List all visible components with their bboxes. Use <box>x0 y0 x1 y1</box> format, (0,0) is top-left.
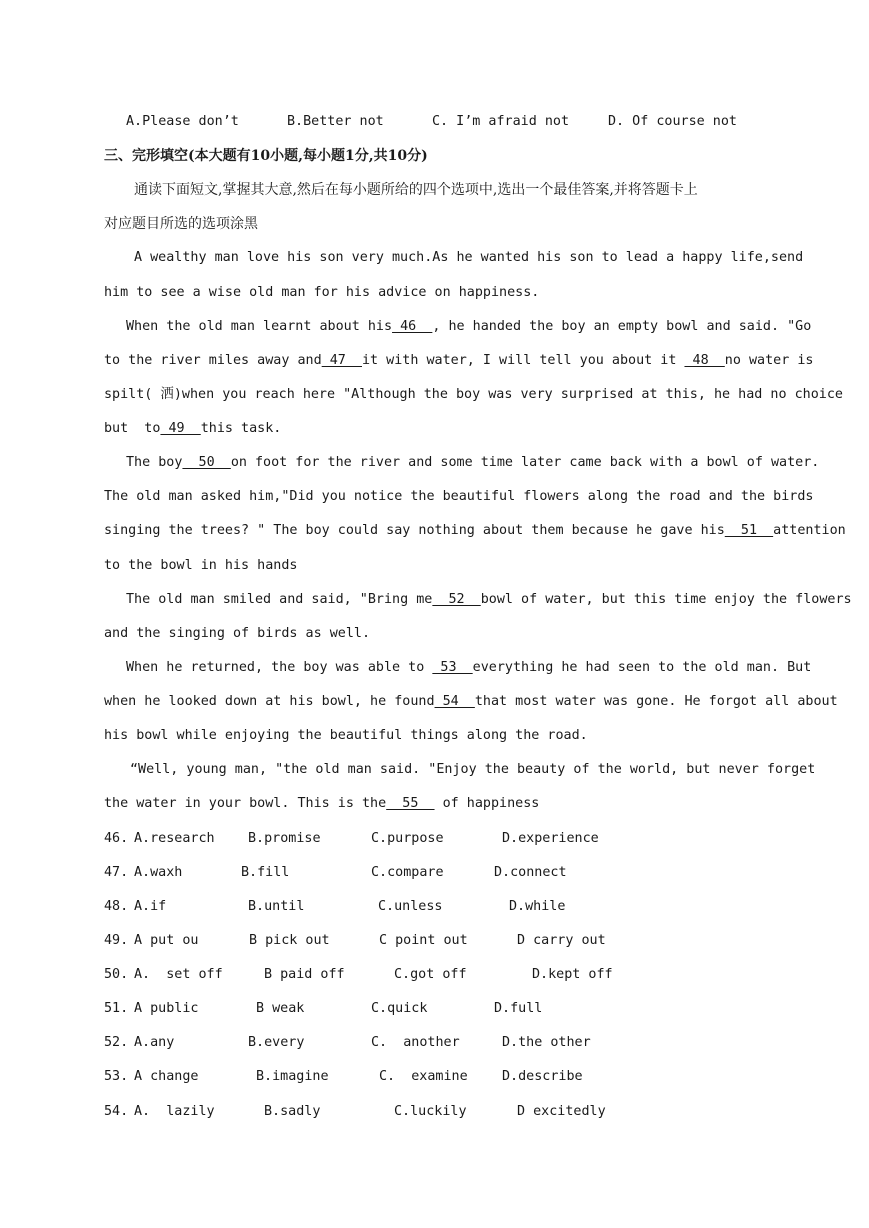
passage-p5-line-2: when he looked down at his bowl, he found 54 that most water was gone. He forgot all about <box>104 694 838 709</box>
option-a: A change <box>134 1069 199 1084</box>
option-d: D.experience <box>502 831 599 846</box>
blank-54: 54 <box>434 694 475 709</box>
question-number: 51. <box>104 1001 129 1016</box>
passage-p2-line-1: When the old man learnt about his 46 , he handed the boy an empty bowl and said. "Go <box>126 319 812 334</box>
section-title: 三、完形填空(本大题有10小题,每小题1分,共10分) <box>104 148 428 164</box>
option-d: D.full <box>494 1001 543 1016</box>
passage-p3-line-3: singing the trees? " The boy could say nothing about them because he gave his 51 attention <box>104 523 846 538</box>
option-b: B weak <box>256 1001 305 1016</box>
option-c: C.luckily <box>394 1104 467 1119</box>
prev-option-c: C. I’m afraid not <box>432 114 570 129</box>
option-d: D.connect <box>494 865 567 880</box>
option-b: B.fill <box>241 865 290 880</box>
passage-p5-line-3: his bowl while enjoying the beautiful things along the road. <box>104 728 588 743</box>
option-b: B.until <box>248 899 305 914</box>
option-d: D excitedly <box>517 1104 606 1119</box>
passage-p4-line-2: and the singing of birds as well. <box>104 626 371 641</box>
question-number: 50. <box>104 967 129 982</box>
passage-p1-line-1: A wealthy man love his son very much.As he wanted his son to lead a happy life,send <box>134 250 804 265</box>
option-b: B paid off <box>264 967 345 982</box>
option-b: B.imagine <box>256 1069 329 1084</box>
option-c: C.purpose <box>371 831 444 846</box>
blank-49: 49 <box>160 421 201 436</box>
option-d: D carry out <box>517 933 606 948</box>
prev-option-d: D. Of course not <box>608 114 737 129</box>
option-c: C.got off <box>394 967 467 982</box>
option-a: A. set off <box>134 967 223 982</box>
passage-p6-line-2: the water in your bowl. This is the 55 of happiness <box>104 796 540 811</box>
option-d: D.the other <box>502 1035 591 1050</box>
question-number: 49. <box>104 933 129 948</box>
option-a: A.waxh <box>134 865 183 880</box>
prev-option-b: B.Better not <box>287 114 384 129</box>
option-a: A.if <box>134 899 167 914</box>
option-c: C. another <box>371 1035 460 1050</box>
blank-46: 46 <box>392 319 433 334</box>
prev-option-a: A.Please don’t <box>126 114 239 129</box>
question-number: 52. <box>104 1035 129 1050</box>
option-d: D.while <box>509 899 566 914</box>
passage-p1-line-2: him to see a wise old man for his advice on happiness. <box>104 285 540 300</box>
option-c: C. examine <box>379 1069 468 1084</box>
option-b: B.sadly <box>264 1104 321 1119</box>
option-c: C.quick <box>371 1001 428 1016</box>
instructions-line-1: 通读下面短文,掌握其大意,然后在每小题所给的四个选项中,选出一个最佳答案,并将答题卡上 <box>134 182 698 198</box>
question-number: 53. <box>104 1069 129 1084</box>
passage-p3-line-1: The boy 50 on foot for the river and some time later came back with a bowl of water. <box>126 455 820 470</box>
option-c: C.compare <box>371 865 444 880</box>
passage-p5-line-1: When he returned, the boy was able to 53 everything he had seen to the old man. But <box>126 660 812 675</box>
blank-47: 47 <box>321 353 362 368</box>
blank-50: 50 <box>182 455 231 470</box>
option-b: B.every <box>248 1035 305 1050</box>
passage-p2-line-3: spilt( 洒)when you reach here "Although the boy was very surprised at this, he had no choice <box>104 387 843 402</box>
passage-p4-line-1: The old man smiled and said, "Bring me 52 bowl of water, but this time enjoy the flowers <box>126 592 852 607</box>
option-c: C.unless <box>378 899 443 914</box>
passage-p3-line-4: to the bowl in his hands <box>104 558 298 573</box>
option-a: A.any <box>134 1035 175 1050</box>
blank-53: 53 <box>432 660 473 675</box>
blank-48: 48 <box>684 353 725 368</box>
passage-p2-line-4: but to 49 this task. <box>104 421 282 436</box>
option-b: B.promise <box>248 831 321 846</box>
question-number: 47. <box>104 865 129 880</box>
question-number: 54. <box>104 1104 129 1119</box>
option-d: D.describe <box>502 1069 583 1084</box>
blank-52: 52 <box>432 592 481 607</box>
option-a: A. lazily <box>134 1104 215 1119</box>
instructions-line-2: 对应题目所选的选项涂黑 <box>104 216 258 232</box>
passage-p6-line-1: “Well, young man, "the old man said. "Enjoy the beauty of the world, but never forget <box>130 762 816 777</box>
blank-51: 51 <box>724 523 774 538</box>
blank-55: 55 <box>386 796 435 811</box>
question-number: 48. <box>104 899 129 914</box>
option-a: A.research <box>134 831 215 846</box>
option-a: A public <box>134 1001 199 1016</box>
question-number: 46. <box>104 831 129 846</box>
passage-p2-line-2: to the river miles away and 47 it with water, I will tell you about it 48 no water is <box>104 353 814 368</box>
passage-p3-line-2: The old man asked him,"Did you notice the beautiful flowers along the road and the birds <box>104 489 814 504</box>
option-a: A put ou <box>134 933 199 948</box>
option-c: C point out <box>379 933 468 948</box>
option-b: B pick out <box>249 933 330 948</box>
option-d: D.kept off <box>532 967 613 982</box>
